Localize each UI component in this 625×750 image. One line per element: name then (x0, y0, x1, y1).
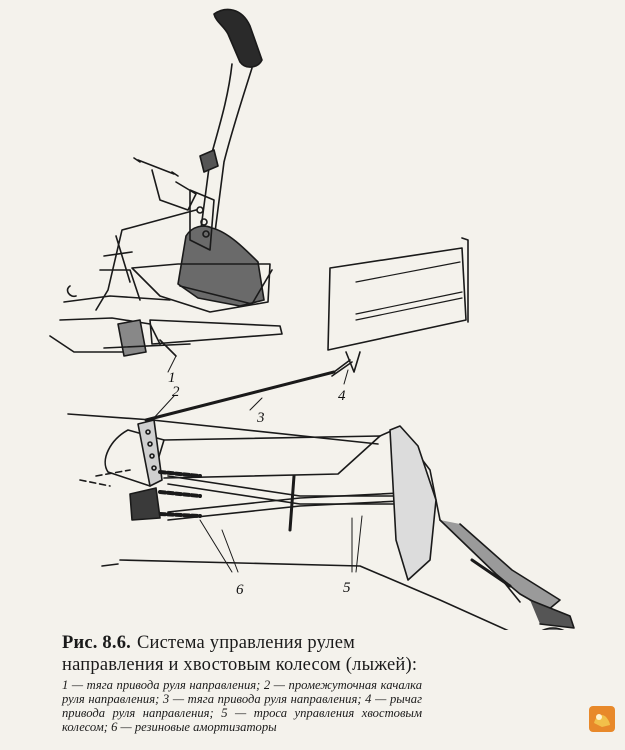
callout-4: 4 (338, 388, 346, 404)
corner-logo-icon (588, 705, 616, 733)
callout-leaders (152, 356, 362, 572)
figure-caption (62, 632, 422, 676)
tail-section (68, 414, 520, 630)
cables-and-absorbers (130, 472, 420, 530)
panel-frame (328, 238, 468, 372)
figure-label: Рис. 8.6. (62, 633, 131, 653)
figure-title: Система управления рулем направления и хвостовым колесом (лыжей): (62, 633, 418, 675)
callout-2: 2 (172, 384, 180, 400)
callout-5: 5 (343, 580, 351, 596)
callout-6: 6 (236, 582, 244, 598)
figure-legend: 1 — тяга привода руля направления; 2 — промежуточная качалка руля направления; 3 — тяга привода руля направления; 4 — рычаг привода руля направления; 5 — троса управления хвостовым колесом; 6 — резиновые амортизаторы (62, 678, 422, 734)
tail-wheel-strut (390, 426, 574, 628)
callout-3: 3 (257, 410, 265, 426)
callout-1: 1 (168, 370, 176, 386)
